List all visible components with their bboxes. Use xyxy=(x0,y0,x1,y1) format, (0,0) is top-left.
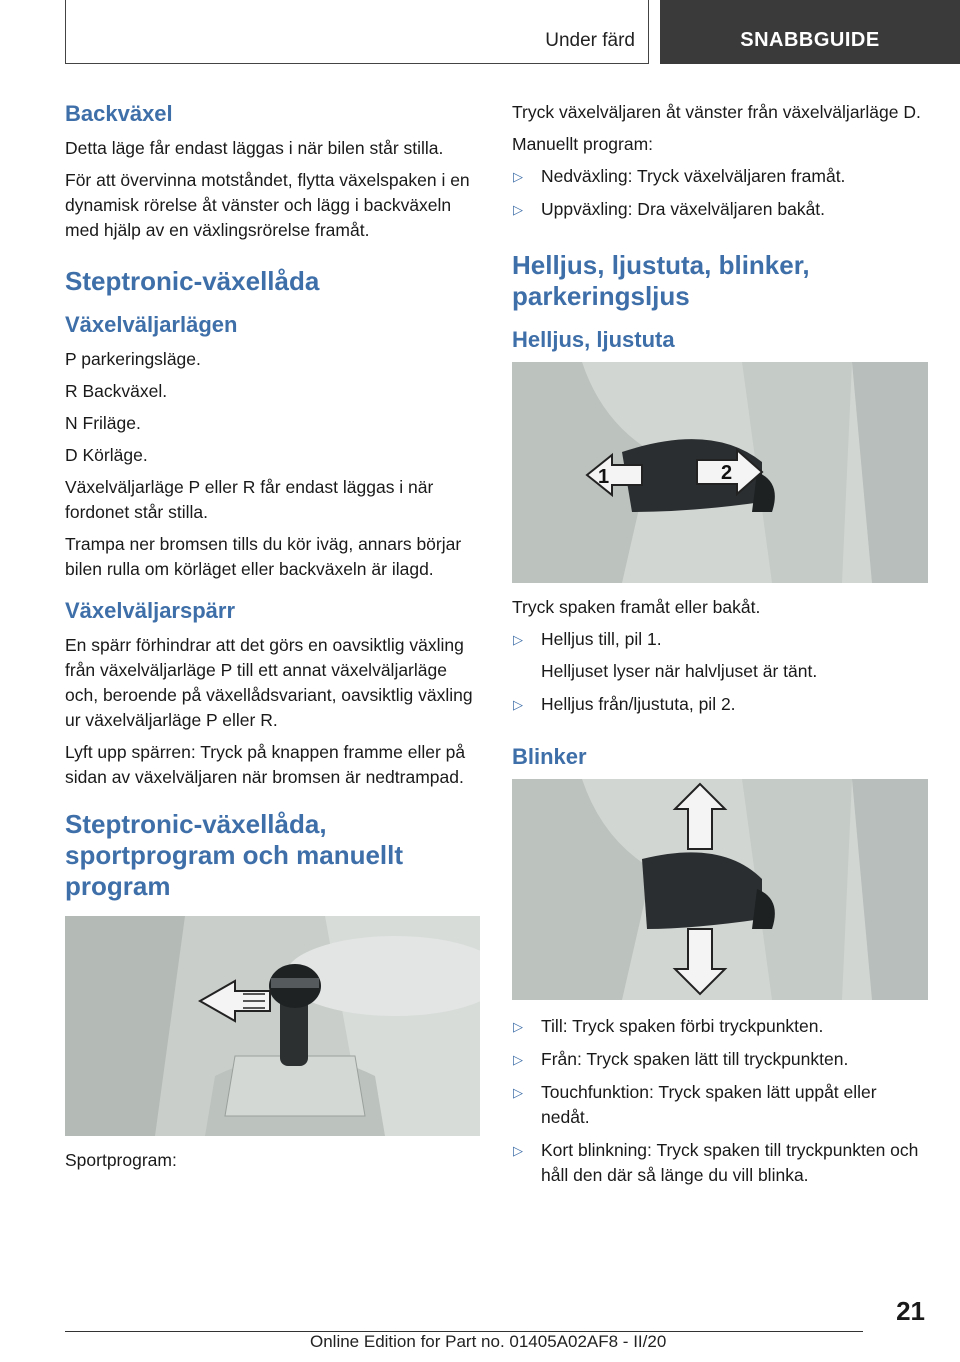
list-item: ▷ Kort blinkning: Tryck spaken till tryckpunkten och håll den där så länge du vill blinka. xyxy=(513,1140,919,1185)
manual-list xyxy=(512,164,928,222)
blinker-lever-image xyxy=(512,779,928,1000)
paragraph: Manuellt program: xyxy=(512,134,654,154)
arrow-2-label: 2 xyxy=(721,462,733,484)
steptronic-heading: Steptronic-växellåda xyxy=(65,266,320,296)
lock-heading: Växelväljarspärr xyxy=(65,598,236,623)
highbeam-list xyxy=(512,627,928,717)
chapter-tab: SNABBGUIDE xyxy=(660,0,960,64)
paragraph: Trampa ner bromsen tills du kör iväg, annars börjar bilen rulla om körläget eller backväxeln är ilagd. xyxy=(65,534,462,579)
page-header xyxy=(0,0,960,66)
position-item: R Backväxel. xyxy=(65,381,168,401)
arrow-1-label: 1 xyxy=(598,466,610,488)
list-item: ▷ Uppväxling: Dra växelväljaren bakåt. xyxy=(512,197,928,222)
position-item: P parkeringsläge. xyxy=(65,349,201,369)
paragraph: Tryck växelväljaren åt vänster från växelväljarläge D. xyxy=(512,102,921,122)
triangle-bullet-icon: ▷ xyxy=(513,1019,523,1034)
backvaxel-heading: Backväxel xyxy=(65,101,173,126)
triangle-bullet-icon: ▷ xyxy=(513,202,523,217)
sport-caption: Sportprogram: xyxy=(65,1150,177,1170)
lights-heading: Helljus, ljustuta, blinker, parkeringsljus xyxy=(512,250,810,311)
section-label: Under färd xyxy=(545,30,635,51)
highbeam-heading: Helljus, ljustuta xyxy=(512,327,675,352)
list-item: ▷ Touchfunktion: Tryck spaken lätt uppåt eller nedåt. xyxy=(513,1082,877,1127)
positions-heading: Växelväljarlägen xyxy=(65,312,238,337)
list-item: ▷ Helljus till, pil 1. Helljuset lyser när halvljuset är tänt. xyxy=(513,629,818,681)
triangle-bullet-icon: ▷ xyxy=(513,632,523,647)
list-item: ▷ Helljus från/ljustuta, pil 2. xyxy=(512,692,928,717)
triangle-bullet-icon: ▷ xyxy=(513,1085,523,1100)
blinker-heading: Blinker xyxy=(512,744,587,769)
triangle-bullet-icon: ▷ xyxy=(513,697,523,712)
highbeam-lever-image xyxy=(512,362,928,583)
list-item: ▷ Från: Tryck spaken lätt till tryckpunkten. xyxy=(512,1047,928,1072)
gear-selector-image xyxy=(65,916,480,1136)
edition-note: Online Edition for Part no. 01405A02AF8 - II/20 xyxy=(310,1332,667,1351)
page-number: 21 xyxy=(896,1296,925,1326)
triangle-bullet-icon: ▷ xyxy=(513,1143,523,1158)
paragraph: För att övervinna motståndet, flytta växelspaken i en dynamisk rörelse åt vänster och lägg i backväxeln med hjälp av en växlingsrörelse framåt. xyxy=(65,170,470,240)
paragraph: Detta läge får endast läggas i när bilen står stilla. xyxy=(65,138,444,158)
list-item: ▷ Nedväxling: Tryck växelväljaren framåt. xyxy=(512,164,928,189)
position-item: D Körläge. xyxy=(65,445,148,465)
paragraph: Växelväljarläge P eller R får endast läggas i när fordonet står stilla. xyxy=(65,477,434,522)
sport-heading: Steptronic-växellåda, sportprogram och manuellt program xyxy=(65,809,404,901)
triangle-bullet-icon: ▷ xyxy=(513,169,523,184)
position-item: N Friläge. xyxy=(65,413,141,433)
left-column xyxy=(65,100,480,1180)
blinker-list xyxy=(512,1014,928,1188)
list-item: ▷ Till: Tryck spaken förbi tryckpunkten. xyxy=(512,1014,928,1039)
paragraph: En spärr förhindrar att det görs en oavsiktlig växling från växelväljarläge P till ett annat växelväljarläge och, beroende på växellådsvariant, oavsiktlig växling ur växelväljarläge P eller R. xyxy=(65,635,473,730)
triangle-bullet-icon: ▷ xyxy=(513,1052,523,1067)
highbeam-caption: Tryck spaken framåt eller bakåt. xyxy=(512,597,761,617)
paragraph: Lyft upp spärren: Tryck på knappen framme eller på sidan av växelväljaren när bromsen är nedtrampad. xyxy=(65,742,466,787)
right-column xyxy=(512,100,928,1196)
